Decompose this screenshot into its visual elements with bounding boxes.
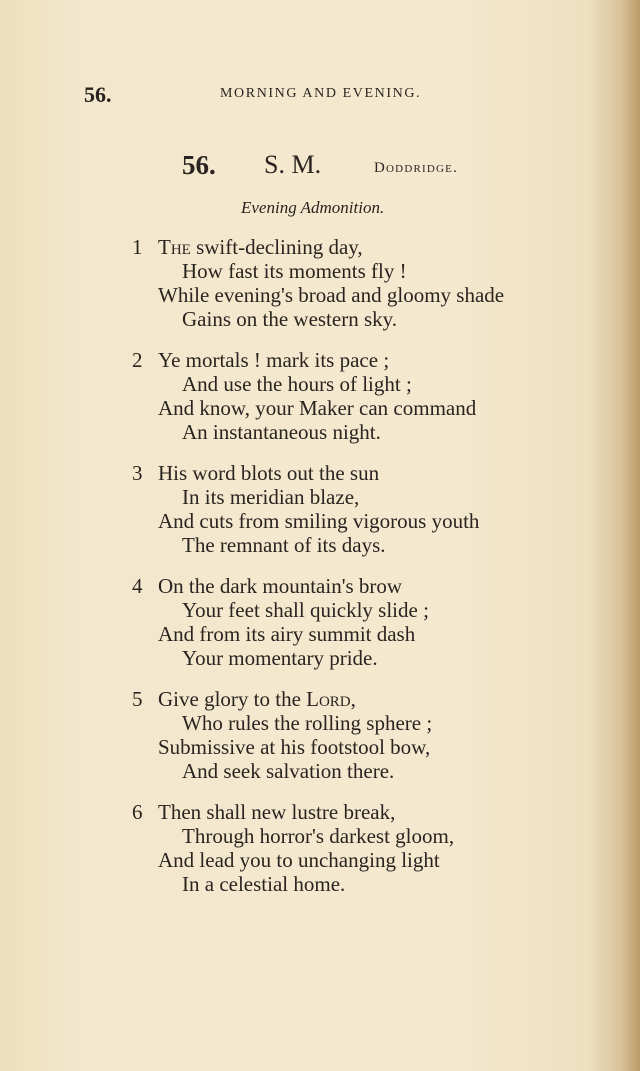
stanza-line: The swift-declining day, (158, 235, 363, 259)
stanza-line: On the dark mountain's brow (158, 574, 403, 598)
stanza-line: And use the hours of light ; (182, 372, 412, 396)
stanza-line: And lead you to unchanging light (158, 848, 440, 872)
stanza-line: Ye mortals ! mark its pace ; (158, 348, 390, 372)
divine-name: Lord, (306, 687, 356, 711)
stanza-line: Who rules the rolling sphere ; (182, 711, 433, 735)
stanza-number: 5 (132, 687, 143, 711)
stanza-line: Your feet shall quickly slide ; (182, 598, 429, 622)
stanza-line: In its meridian blaze, (182, 485, 360, 509)
page-header (84, 82, 464, 106)
stanza-line: The remnant of its days. (182, 533, 386, 557)
page-number: 56. (84, 82, 112, 107)
hymn-number: 56. (182, 150, 216, 180)
drop-word: The (158, 235, 191, 259)
stanza-number: 2 (132, 348, 143, 372)
hymn-meter: S. M. (264, 150, 322, 179)
stanza-line: And know, your Maker can command (158, 396, 477, 420)
stanza-line: An instantaneous night. (182, 420, 381, 444)
hymn-subtitle: Evening Admonition. (241, 198, 385, 217)
stanza-line: His word blots out the sun (158, 461, 380, 485)
stanza-line: Submissive at his footstool bow, (158, 735, 431, 759)
stanza-line: And from its airy summit dash (158, 622, 416, 646)
hymn-author: Doddridge. (374, 160, 459, 176)
stanza-line: Gains on the western sky. (182, 307, 398, 331)
stanza-number: 1 (132, 235, 143, 259)
stanza-number: 4 (132, 574, 143, 598)
stanza-line: And seek salvation there. (182, 759, 395, 783)
stanza-line: In a celestial home. (182, 872, 346, 896)
stanza-line: Give glory to the Lord, (158, 687, 356, 711)
stanza-line: Through horror's darkest gloom, (182, 824, 455, 848)
stanza-line: How fast its moments fly ! (182, 259, 407, 283)
stanza-line: Your momentary pride. (182, 646, 378, 670)
running-title: MORNING AND EVENING. (220, 86, 422, 101)
hymn-heading (182, 150, 502, 184)
stanza-number: 6 (132, 800, 143, 824)
stanza-line: Then shall new lustre break, (158, 800, 396, 824)
stanza-line: While evening's broad and gloomy shade (158, 283, 505, 307)
stanza-line: And cuts from smiling vigorous youth (158, 509, 480, 533)
stanza-number: 3 (132, 461, 143, 485)
